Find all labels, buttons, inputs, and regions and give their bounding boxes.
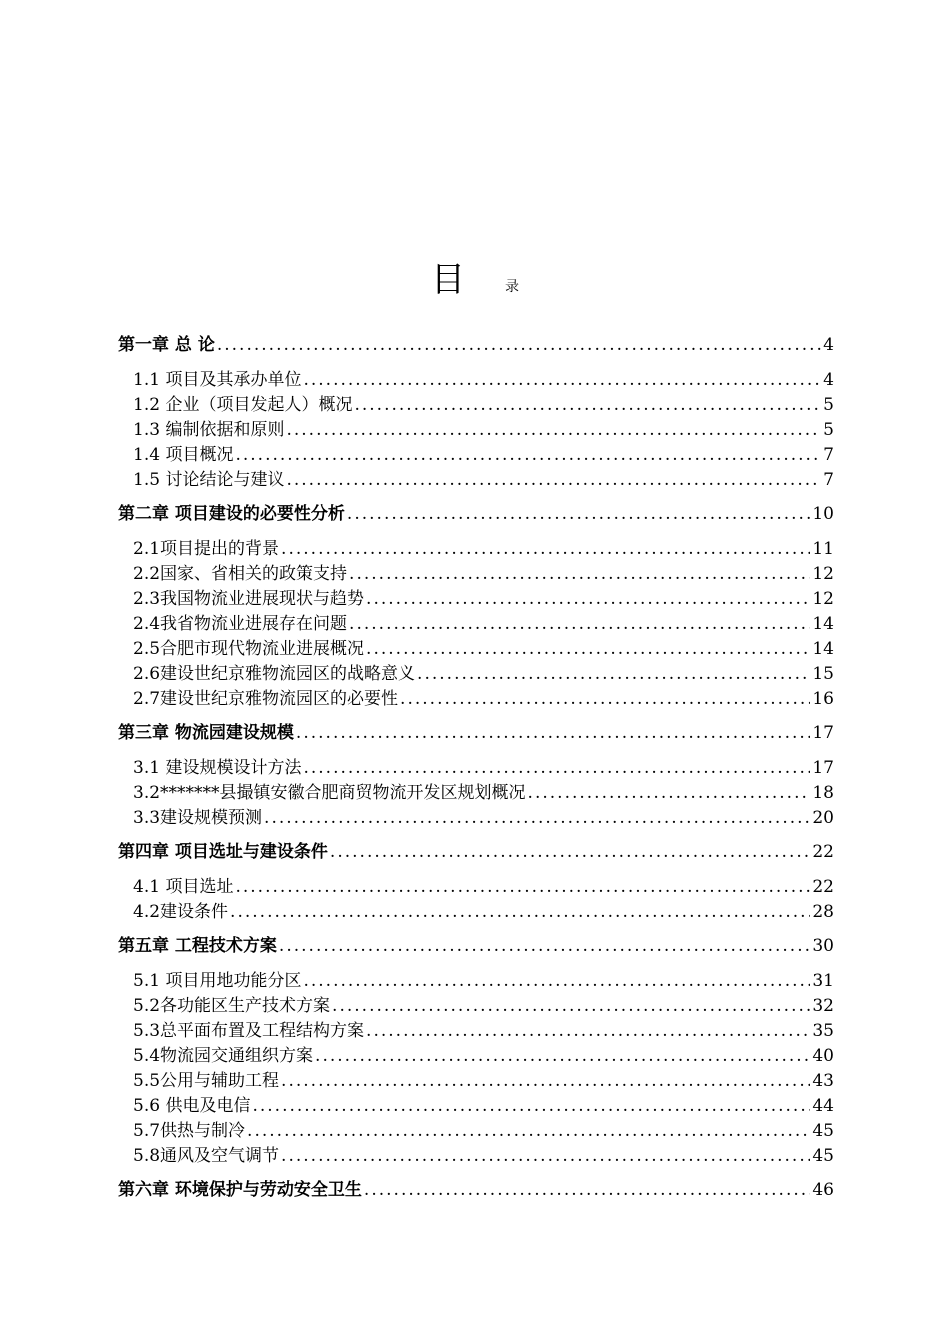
toc-entry-label: 第五章 工程技术方案 bbox=[118, 936, 277, 956]
toc-chapter-entry[interactable] bbox=[118, 1175, 834, 1200]
toc-dot-leader bbox=[330, 842, 810, 862]
toc-dot-leader bbox=[364, 1180, 810, 1200]
toc-entry-label: 5.6 供电及电信 bbox=[133, 1096, 251, 1116]
toc-chapter-entry[interactable] bbox=[118, 330, 834, 355]
toc-entry-label: 2.4我省物流业进展存在问题 bbox=[133, 614, 348, 634]
toc-dot-leader bbox=[281, 1146, 810, 1166]
toc-dot-leader bbox=[366, 589, 810, 609]
toc-dot-leader bbox=[286, 470, 821, 490]
toc-entry-label: 4.1 项目选址 bbox=[133, 877, 234, 897]
toc-entry-label: 1.5 讨论结论与建议 bbox=[133, 470, 285, 490]
toc-section-entry[interactable] bbox=[133, 534, 834, 559]
toc-entry-label: 第四章 项目选址与建设条件 bbox=[118, 842, 328, 862]
toc-entry-label: 5.8通风及空气调节 bbox=[133, 1146, 280, 1166]
toc-entry-page-number: 4 bbox=[823, 335, 834, 355]
toc-dot-leader bbox=[366, 1021, 810, 1041]
toc-section-entry[interactable] bbox=[133, 659, 834, 684]
toc-section-entry[interactable] bbox=[133, 415, 834, 440]
toc-entry-page-number: 16 bbox=[812, 689, 834, 709]
toc-dot-leader bbox=[303, 971, 810, 991]
toc-section-entry[interactable] bbox=[133, 634, 834, 659]
toc-entry-page-number: 12 bbox=[812, 589, 834, 609]
toc-entry-page-number: 31 bbox=[812, 971, 834, 991]
toc-dot-leader bbox=[296, 723, 810, 743]
toc-chapter-entry[interactable] bbox=[118, 718, 834, 743]
toc-entry-page-number: 32 bbox=[812, 996, 834, 1016]
toc-entry-page-number: 4 bbox=[823, 370, 834, 390]
toc-dot-leader bbox=[281, 539, 810, 559]
toc-entry-label: 5.1 项目用地功能分区 bbox=[133, 971, 302, 991]
toc-entry-label: 2.5合肥市现代物流业进展概况 bbox=[133, 639, 365, 659]
toc-section-entry[interactable] bbox=[133, 966, 834, 991]
toc-entry-page-number: 7 bbox=[823, 470, 834, 490]
toc-entry-label: 2.3我国物流业进展现状与趋势 bbox=[133, 589, 365, 609]
toc-entry-label: 3.1 建设规模设计方法 bbox=[133, 758, 302, 778]
toc-entry-label: 5.3总平面布置及工程结构方案 bbox=[133, 1021, 365, 1041]
toc-title bbox=[0, 252, 950, 301]
toc-entry-label: 3.3建设规模预测 bbox=[133, 808, 263, 828]
toc-entry-page-number: 22 bbox=[812, 877, 834, 897]
toc-entry-page-number: 45 bbox=[812, 1121, 834, 1141]
toc-entry-label: 5.2各功能区生产技术方案 bbox=[133, 996, 331, 1016]
toc-dot-leader bbox=[281, 1071, 810, 1091]
toc-entry-label: 1.2 企业（项目发起人）概况 bbox=[133, 395, 353, 415]
toc-dot-leader bbox=[247, 1121, 810, 1141]
toc-entry-page-number: 11 bbox=[812, 539, 834, 559]
toc-title-main: 目 bbox=[431, 260, 465, 300]
toc-section-entry[interactable] bbox=[133, 1041, 834, 1066]
toc-entry-page-number: 20 bbox=[812, 808, 834, 828]
toc-entry-label: 1.1 项目及其承办单位 bbox=[133, 370, 302, 390]
toc-entry-label: 第一章 总 论 bbox=[118, 335, 215, 355]
toc-dot-leader bbox=[252, 1096, 810, 1116]
toc-dot-leader bbox=[349, 614, 810, 634]
toc-entry-page-number: 40 bbox=[812, 1046, 834, 1066]
toc-entry-label: 2.1项目提出的背景 bbox=[133, 539, 280, 559]
toc-dot-leader bbox=[347, 504, 810, 524]
toc-entry-page-number: 17 bbox=[812, 723, 834, 743]
toc-entry-label: 3.2*******县撮镇安徽合肥商贸物流开发区规划概况 bbox=[133, 783, 526, 803]
toc-entry-page-number: 35 bbox=[812, 1021, 834, 1041]
toc-dot-leader bbox=[417, 664, 810, 684]
toc-entry-page-number: 30 bbox=[812, 936, 834, 956]
toc-entry-page-number: 28 bbox=[812, 902, 834, 922]
toc-chapter-entry[interactable] bbox=[118, 931, 834, 956]
toc-entry-label: 第六章 环境保护与劳动安全卫生 bbox=[118, 1180, 362, 1200]
toc-section-entry[interactable] bbox=[133, 684, 834, 709]
toc-section-entry[interactable] bbox=[133, 465, 834, 490]
toc-dot-leader bbox=[366, 639, 810, 659]
toc-entry-label: 4.2建设条件 bbox=[133, 902, 229, 922]
toc-section-entry[interactable] bbox=[133, 559, 834, 584]
toc-section-entry[interactable] bbox=[133, 778, 834, 803]
toc-section-entry[interactable] bbox=[133, 991, 834, 1016]
toc-section-entry[interactable] bbox=[133, 1141, 834, 1166]
toc-entry-label: 2.7建设世纪京雅物流园区的必要性 bbox=[133, 689, 399, 709]
toc-section-entry[interactable] bbox=[133, 584, 834, 609]
toc-entry-page-number: 14 bbox=[812, 614, 834, 634]
toc-section-entry[interactable] bbox=[133, 1016, 834, 1041]
toc-section-entry[interactable] bbox=[133, 753, 834, 778]
toc-section-entry[interactable] bbox=[133, 390, 834, 415]
toc-entry-page-number: 5 bbox=[823, 420, 834, 440]
toc-dot-leader bbox=[400, 689, 810, 709]
toc-entry-label: 5.5公用与辅助工程 bbox=[133, 1071, 280, 1091]
toc-dot-leader bbox=[303, 758, 810, 778]
toc-section-entry[interactable] bbox=[133, 1066, 834, 1091]
toc-entry-label: 1.3 编制依据和原则 bbox=[133, 420, 285, 440]
toc-entry-label: 5.7供热与制冷 bbox=[133, 1121, 246, 1141]
toc-chapter-entry[interactable] bbox=[118, 837, 834, 862]
toc-dot-leader bbox=[264, 808, 810, 828]
toc-entry-page-number: 17 bbox=[812, 758, 834, 778]
toc-entry-label: 2.6建设世纪京雅物流园区的战略意义 bbox=[133, 664, 416, 684]
toc-entry-page-number: 44 bbox=[812, 1096, 834, 1116]
toc-section-entry[interactable] bbox=[133, 1116, 834, 1141]
toc-section-entry[interactable] bbox=[133, 609, 834, 634]
toc-entry-page-number: 7 bbox=[823, 445, 834, 465]
toc-dot-leader bbox=[279, 936, 810, 956]
toc-dot-leader bbox=[354, 395, 821, 415]
toc-dot-leader bbox=[230, 902, 810, 922]
toc-entry-label: 2.2国家、省相关的政策支持 bbox=[133, 564, 348, 584]
toc-entry-page-number: 14 bbox=[812, 639, 834, 659]
toc-section-entry[interactable] bbox=[133, 803, 834, 828]
toc-dot-leader bbox=[286, 420, 821, 440]
toc-section-entry[interactable] bbox=[133, 365, 834, 390]
toc-dot-leader bbox=[332, 996, 810, 1016]
toc-entry-page-number: 46 bbox=[812, 1180, 834, 1200]
toc-section-entry[interactable] bbox=[133, 440, 834, 465]
toc-entry-page-number: 12 bbox=[812, 564, 834, 584]
toc-dot-leader bbox=[528, 783, 811, 803]
toc-entry-page-number: 43 bbox=[812, 1071, 834, 1091]
toc-entry-label: 第二章 项目建设的必要性分析 bbox=[118, 504, 345, 524]
toc-section-entry[interactable] bbox=[133, 1091, 834, 1116]
toc-dot-leader bbox=[235, 445, 821, 465]
toc-entry-page-number: 22 bbox=[812, 842, 834, 862]
toc-title-sub: 录 bbox=[505, 279, 519, 295]
toc-entry-label: 1.4 项目概况 bbox=[133, 445, 234, 465]
toc-entry-page-number: 15 bbox=[812, 664, 834, 684]
toc-dot-leader bbox=[315, 1046, 810, 1066]
toc-entry-page-number: 18 bbox=[812, 783, 834, 803]
toc-section-entry[interactable] bbox=[133, 897, 834, 922]
toc-chapter-entry[interactable] bbox=[118, 499, 834, 524]
toc-entry-page-number: 5 bbox=[823, 395, 834, 415]
toc-dot-leader bbox=[349, 564, 810, 584]
toc-dot-leader bbox=[235, 877, 810, 897]
toc-section-entry[interactable] bbox=[133, 872, 834, 897]
toc-entry-label: 第三章 物流园建设规模 bbox=[118, 723, 294, 743]
toc-dot-leader bbox=[217, 335, 821, 355]
toc-entry-page-number: 10 bbox=[812, 504, 834, 524]
toc-entry-page-number: 45 bbox=[812, 1146, 834, 1166]
toc-dot-leader bbox=[303, 370, 821, 390]
toc-entry-label: 5.4物流园交通组织方案 bbox=[133, 1046, 314, 1066]
